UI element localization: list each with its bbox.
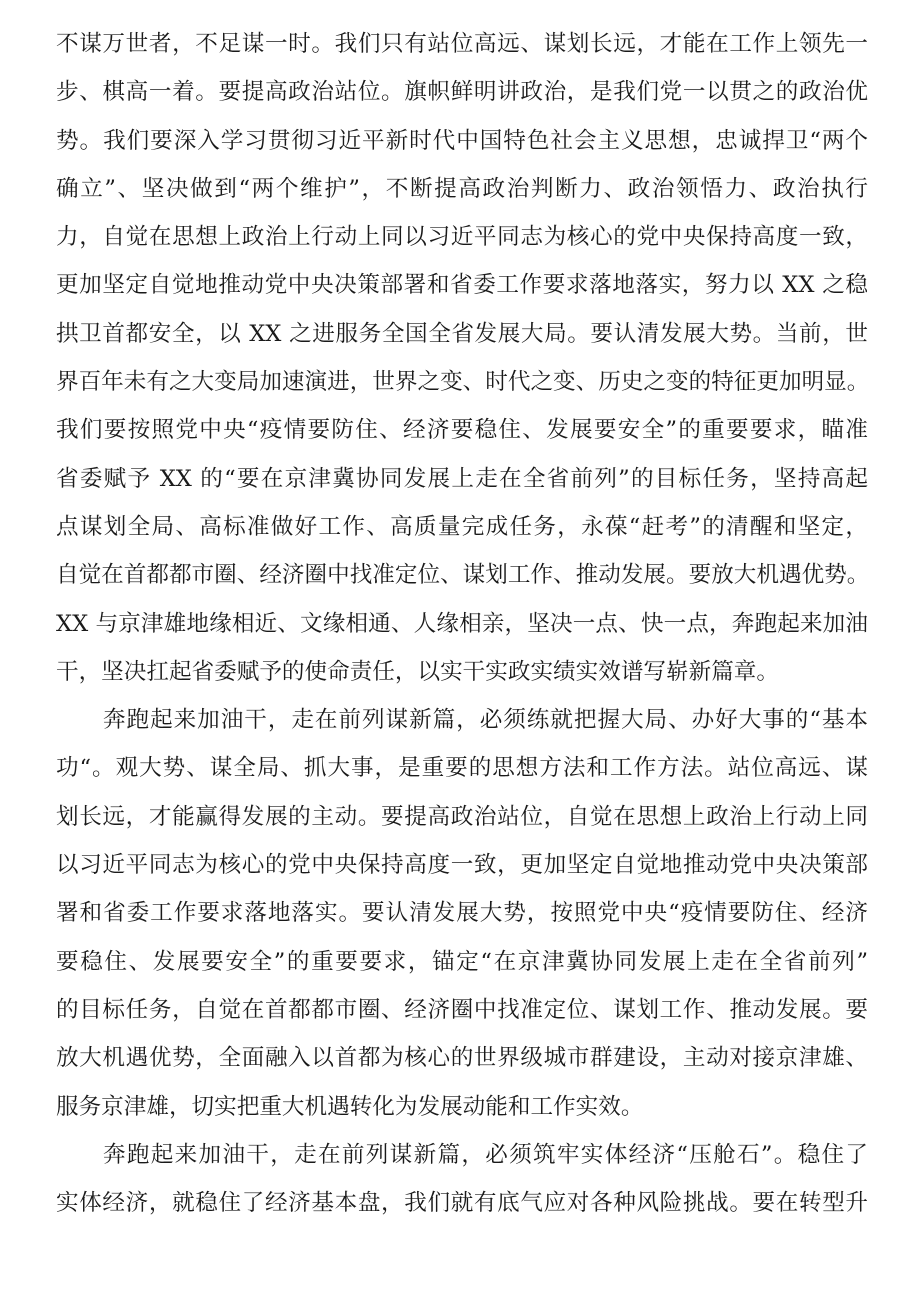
text-line: 奔跑起来加油干，走在前列谋新篇，必须练就把握大局、办好大事的“基本 — [103, 707, 868, 734]
text-line: 步、棋高一着。要提高政治站位。旗帜鲜明讲政治，是我们党一以贯之的政治优 — [56, 79, 868, 106]
document-body — [56, 20, 868, 1227]
paragraph-1 — [56, 20, 868, 696]
text-line: 的目标任务，自觉在首都都市圈、经济圈中找准定位、谋划工作、推动发展。要 — [56, 996, 868, 1023]
text-line: 奔跑起来加油干，走在前列谋新篇，必须筑牢实体经济“压舱石”。稳住了 — [103, 1141, 868, 1168]
text-line: 点谋划全局、高标准做好工作、高质量完成任务，永葆“赶考”的清醒和坚定， — [56, 513, 868, 540]
text-line: 界百年未有之大变局加速演进，世界之变、时代之变、历史之变的特征更加明显。 — [56, 369, 870, 396]
text-line: 更加坚定自觉地推动党中央决策部署和省委工作要求落地落实，努力以 XX 之稳 — [56, 272, 868, 299]
text-line: 不谋万世者，不足谋一时。我们只有站位高远、谋划长远，才能在工作上领先一 — [56, 31, 868, 57]
text-line: 功“。观大势、谋全局、抓大事，是重要的思想方法和工作方法。站位高远、谋 — [56, 755, 868, 782]
text-line: 自觉在首都都市圈、经济圈中找准定位、谋划工作、推动发展。要放大机遇优势。 — [56, 562, 870, 589]
text-line: 实体经济，就稳住了经济基本盘，我们就有底气应对各种风险挑战。要在转型升 — [56, 1190, 868, 1217]
paragraph-2 — [56, 696, 868, 1131]
text-line: 确立”、坚决做到“两个维护”，不断提高政治判断力、政治领悟力、政治执行 — [56, 175, 868, 202]
text-line: 以习近平同志为核心的党中央保持高度一致，更加坚定自觉地推动党中央决策部 — [56, 852, 868, 879]
paragraph-3 — [56, 1131, 868, 1228]
text-line: 服务京津雄，切实把重大机遇转化为发展动能和工作实效。 — [56, 1093, 644, 1120]
text-line: 署和省委工作要求落地落实。要认清发展大势，按照党中央“疫情要防住、经济 — [56, 900, 868, 927]
text-line: 拱卫首都安全，以 XX 之进服务全国全省发展大局。要认清发展大势。当前，世 — [56, 320, 868, 347]
text-line: 我们要按照党中央“疫情要防住、经济要稳住、发展要安全”的重要要求，瞄准 — [56, 417, 868, 444]
text-line: 放大机遇优势，全面融入以首都为核心的世界级城市群建设，主动对接京津雄、 — [56, 1045, 868, 1072]
text-line: 力，自觉在思想上政治上行动上同以习近平同志为核心的党中央保持高度一致， — [56, 224, 868, 251]
text-line: 划长远，才能赢得发展的主动。要提高政治站位，自觉在思想上政治上行动上同 — [56, 803, 868, 830]
text-line: XX 与京津雄地缘相近、文缘相通、人缘相亲，坚决一点、快一点，奔跑起来加油 — [56, 610, 868, 637]
text-line: 要稳住、发展要安全”的重要要求，锚定“在京津冀协同发展上走在全省前列” — [56, 948, 868, 975]
text-line: 省委赋予 XX 的“要在京津冀协同发展上走在全省前列”的目标任务，坚持高起 — [56, 465, 868, 492]
text-line: 干，坚决扛起省委赋予的使命责任，以实干实政实绩实效谱写崭新篇章。 — [56, 658, 779, 685]
text-line: 势。我们要深入学习贯彻习近平新时代中国特色社会主义思想，忠诚捍卫“两个 — [56, 127, 868, 154]
